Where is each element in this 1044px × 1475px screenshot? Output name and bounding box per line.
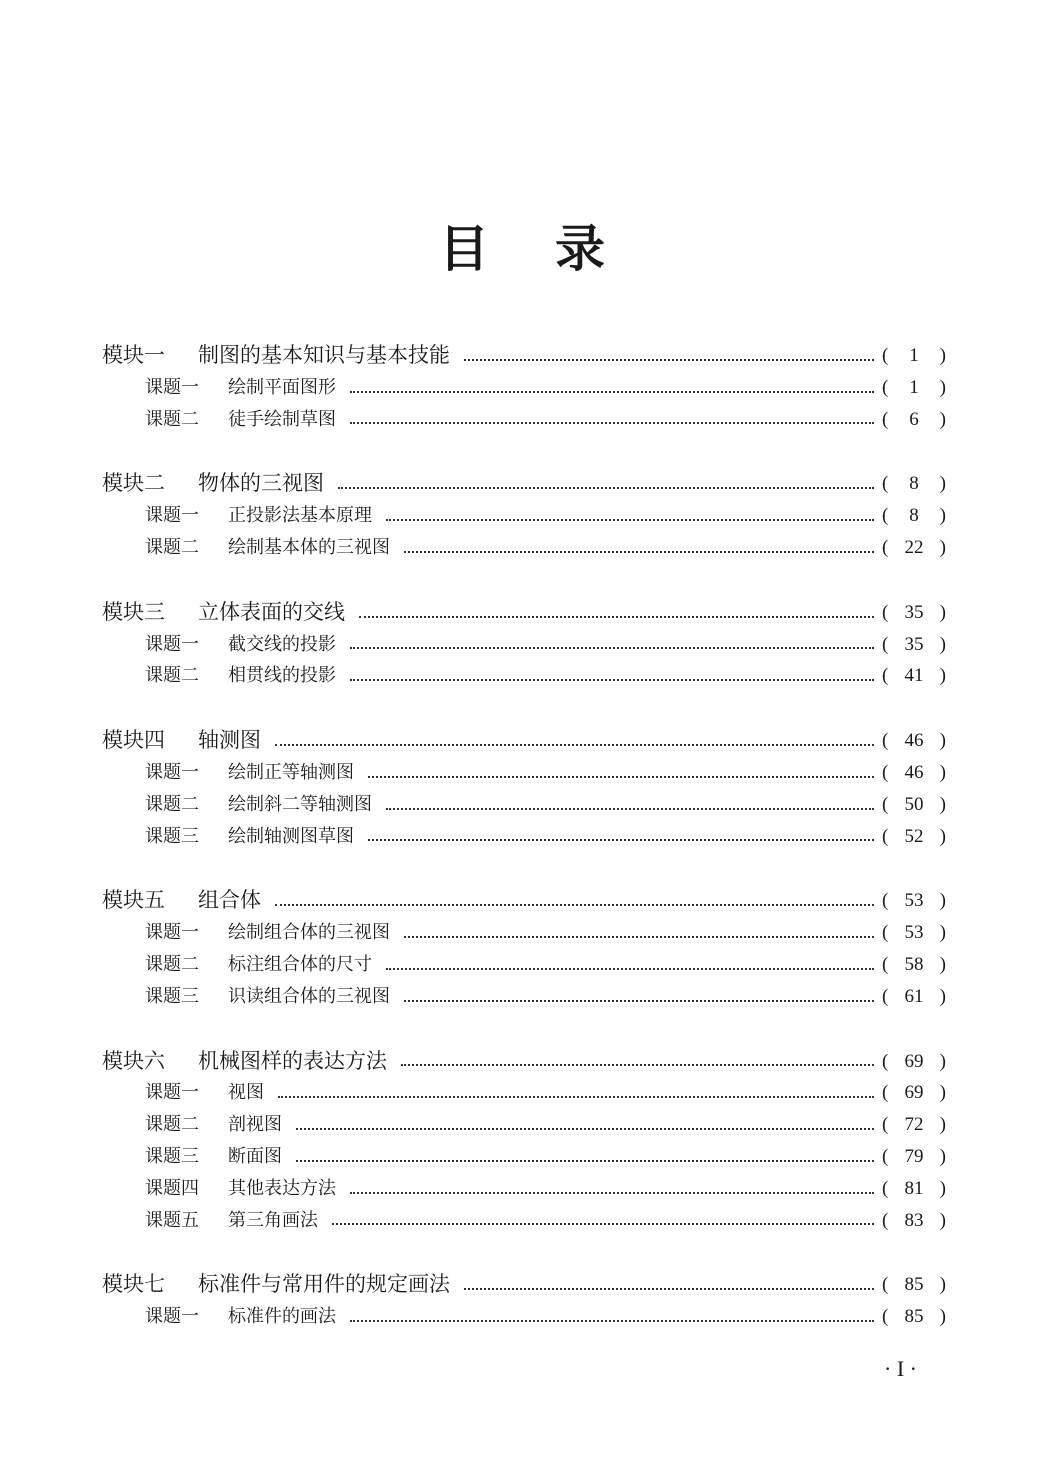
dot-leader [275, 744, 874, 746]
close-paren: ) [939, 376, 946, 398]
toc-module-entry[interactable] [0, 725, 1044, 757]
dot-leader [464, 359, 874, 361]
dot-leader [386, 968, 874, 970]
dot-leader [350, 679, 874, 681]
page-ref [882, 1269, 946, 1301]
module-code: 模块六 [102, 1048, 165, 1073]
toc-topic-entry[interactable] [0, 1205, 1044, 1237]
dot-leader [386, 808, 874, 810]
module-code: 模块一 [102, 343, 165, 367]
page-number-ref: 50 [904, 793, 924, 815]
topic-title: 剖视图 [228, 1114, 282, 1136]
toc-topic-entry[interactable] [0, 1173, 1044, 1205]
open-paren: ( [882, 536, 889, 558]
topic-code: 课题五 [145, 1209, 199, 1231]
page-ref [882, 660, 946, 692]
page-ref [882, 981, 946, 1013]
topic-code: 课题二 [145, 408, 199, 430]
open-paren: ( [882, 345, 889, 366]
toc-module-entry[interactable] [0, 468, 1044, 500]
page-ref [882, 949, 946, 981]
close-paren: ) [939, 1177, 946, 1199]
topic-code: 课题一 [145, 376, 199, 398]
page-number-ref: 22 [904, 536, 924, 558]
close-paren: ) [939, 1082, 946, 1104]
topic-code: 课题二 [145, 1114, 199, 1136]
topic-title: 绘制斜二等轴测图 [228, 793, 372, 815]
toc-topic-entry[interactable] [0, 372, 1044, 404]
close-paren: ) [939, 1306, 946, 1328]
title-char-1: 目 [439, 220, 555, 278]
page-number-ref: 46 [904, 730, 924, 752]
title-char-2: 录 [555, 220, 671, 278]
close-paren: ) [939, 473, 946, 495]
table-of-contents [0, 340, 1044, 1366]
open-paren: ( [882, 890, 889, 912]
page-number-ref: 85 [904, 1274, 924, 1296]
page-number-ref: 35 [904, 601, 924, 623]
page-number: · I · [884, 1356, 917, 1381]
toc-topic-entry[interactable] [0, 821, 1044, 853]
toc-module-block [0, 1269, 1044, 1333]
topic-title: 正投影法基本原理 [228, 505, 372, 527]
module-title: 机械图样的表达方法 [198, 1048, 387, 1073]
topic-code: 课题一 [145, 922, 199, 944]
close-paren: ) [939, 825, 946, 847]
topic-code: 课题二 [145, 665, 199, 687]
topic-title: 绘制平面图形 [228, 376, 336, 398]
topic-code: 课题一 [145, 1306, 199, 1328]
toc-topic-entry[interactable] [0, 532, 1044, 564]
dot-leader [404, 1000, 874, 1002]
toc-topic-entry[interactable] [0, 789, 1044, 821]
toc-module-block [0, 340, 1044, 435]
close-paren: ) [939, 730, 946, 752]
page-number-ref: 1 [909, 345, 919, 366]
page-number-ref: 6 [909, 408, 919, 430]
page-ref [882, 1046, 946, 1078]
close-paren: ) [939, 345, 946, 366]
dot-leader [401, 1064, 874, 1066]
toc-topic-entry[interactable] [0, 1141, 1044, 1173]
page-ref [882, 340, 946, 372]
page-ref [882, 532, 946, 564]
close-paren: ) [939, 1145, 946, 1167]
page-number-ref: 46 [904, 761, 924, 783]
toc-module-block [0, 725, 1044, 852]
page-number-ref: 8 [909, 505, 919, 527]
topic-title: 其他表达方法 [228, 1177, 336, 1199]
toc-topic-entry[interactable] [0, 917, 1044, 949]
module-code: 模块七 [102, 1272, 165, 1297]
topic-title: 绘制正等轴测图 [228, 761, 354, 783]
open-paren: ( [882, 761, 889, 783]
module-title: 轴测图 [198, 728, 261, 753]
topic-code: 课题三 [145, 825, 199, 847]
dot-leader [296, 1160, 874, 1162]
open-paren: ( [882, 953, 889, 975]
dot-leader [386, 519, 874, 521]
dot-leader [275, 904, 874, 906]
page-ref [882, 1077, 946, 1109]
toc-module-block [0, 885, 1044, 1012]
toc-topic-entry[interactable] [0, 500, 1044, 532]
topic-code: 课题一 [145, 1082, 199, 1104]
page-number-ref: 81 [904, 1177, 924, 1199]
module-title: 组合体 [198, 888, 261, 913]
open-paren: ( [882, 1082, 889, 1104]
toc-module-block [0, 468, 1044, 563]
open-paren: ( [882, 922, 889, 944]
topic-title: 绘制轴测图草图 [228, 825, 354, 847]
open-paren: ( [882, 1145, 889, 1167]
module-code: 模块四 [102, 728, 165, 753]
open-paren: ( [882, 601, 889, 623]
module-title: 立体表面的交线 [198, 599, 345, 624]
topic-title: 第三角画法 [228, 1209, 318, 1231]
open-paren: ( [882, 665, 889, 687]
open-paren: ( [882, 376, 889, 398]
close-paren: ) [939, 1274, 946, 1296]
topic-code: 课题一 [145, 633, 199, 655]
dot-leader [350, 647, 874, 649]
open-paren: ( [882, 825, 889, 847]
topic-code: 课题四 [145, 1177, 199, 1199]
open-paren: ( [882, 473, 889, 495]
close-paren: ) [939, 408, 946, 430]
toc-module-entry[interactable] [0, 1269, 1044, 1301]
open-paren: ( [882, 1209, 889, 1231]
close-paren: ) [939, 890, 946, 912]
topic-title: 视图 [228, 1082, 264, 1104]
dot-leader [350, 422, 874, 424]
page-number-ref: 52 [904, 825, 924, 847]
module-title: 制图的基本知识与基本技能 [198, 343, 450, 367]
close-paren: ) [939, 665, 946, 687]
dot-leader [404, 551, 874, 553]
page-number-ref: 79 [904, 1145, 924, 1167]
topic-title: 截交线的投影 [228, 633, 336, 655]
toc-topic-entry[interactable] [0, 949, 1044, 981]
open-paren: ( [882, 633, 889, 655]
toc-module-block [0, 1046, 1044, 1237]
topic-title: 标注组合体的尺寸 [228, 953, 372, 975]
module-code: 模块五 [102, 888, 165, 913]
topic-title: 相贯线的投影 [228, 665, 336, 687]
topic-code: 课题二 [145, 536, 199, 558]
topic-title: 标准件的画法 [228, 1306, 336, 1328]
page-ref [882, 917, 946, 949]
page-ref [882, 885, 946, 917]
page-ref [882, 1301, 946, 1333]
page-number-ref: 83 [904, 1209, 924, 1231]
topic-title: 断面图 [228, 1145, 282, 1167]
page-ref [882, 789, 946, 821]
toc-topic-entry[interactable] [0, 1301, 1044, 1333]
open-paren: ( [882, 1114, 889, 1136]
topic-code: 课题一 [145, 761, 199, 783]
page-number-ref: 72 [904, 1114, 924, 1136]
page-number-ref: 8 [909, 473, 919, 495]
dot-leader [350, 1192, 874, 1194]
dot-leader [338, 487, 874, 489]
page-number-ref: 53 [904, 890, 924, 912]
module-title: 物体的三视图 [198, 471, 324, 496]
toc-topic-entry[interactable] [0, 757, 1044, 789]
page-ref [882, 500, 946, 532]
page-number-ref: 69 [904, 1082, 924, 1104]
close-paren: ) [939, 536, 946, 558]
toc-topic-entry[interactable] [0, 981, 1044, 1013]
close-paren: ) [939, 1209, 946, 1231]
module-title: 标准件与常用件的规定画法 [198, 1272, 450, 1297]
toc-topic-entry[interactable] [0, 1109, 1044, 1141]
close-paren: ) [939, 953, 946, 975]
topic-title: 绘制基本体的三视图 [228, 536, 390, 558]
module-code: 模块三 [102, 599, 165, 624]
page-ref [882, 372, 946, 404]
close-paren: ) [939, 922, 946, 944]
page-number-ref: 58 [904, 953, 924, 975]
page-ref [882, 629, 946, 661]
open-paren: ( [882, 1306, 889, 1328]
close-paren: ) [939, 505, 946, 527]
toc-module-entry[interactable] [0, 597, 1044, 629]
toc-module-entry[interactable] [0, 885, 1044, 917]
toc-topic-entry[interactable] [0, 1077, 1044, 1109]
page-number-ref: 61 [904, 985, 924, 1007]
close-paren: ) [939, 761, 946, 783]
close-paren: ) [939, 1114, 946, 1136]
page-ref [882, 597, 946, 629]
toc-module-entry[interactable] [0, 1046, 1044, 1078]
dot-leader [368, 839, 874, 841]
toc-topic-entry[interactable] [0, 660, 1044, 692]
dot-leader [332, 1223, 874, 1225]
toc-topic-entry[interactable] [0, 629, 1044, 661]
open-paren: ( [882, 1274, 889, 1296]
dot-leader [464, 1288, 874, 1290]
dot-leader [368, 776, 874, 778]
toc-module-entry[interactable] [0, 340, 1044, 372]
close-paren: ) [939, 793, 946, 815]
page-number-ref: 1 [909, 376, 919, 398]
dot-leader [404, 936, 874, 938]
close-paren: ) [939, 985, 946, 1007]
topic-code: 课题二 [145, 953, 199, 975]
page-ref [882, 404, 946, 436]
open-paren: ( [882, 1177, 889, 1199]
dot-leader [278, 1096, 874, 1098]
toc-module-block [0, 597, 1044, 692]
page-ref [882, 468, 946, 500]
topic-code: 课题二 [145, 793, 199, 815]
page-number-ref: 41 [904, 665, 924, 687]
open-paren: ( [882, 730, 889, 752]
page-ref [882, 1205, 946, 1237]
open-paren: ( [882, 408, 889, 430]
dot-leader [359, 616, 874, 618]
topic-title: 识读组合体的三视图 [228, 985, 390, 1007]
topic-code: 课题三 [145, 1145, 199, 1167]
dot-leader [296, 1128, 874, 1130]
open-paren: ( [882, 1050, 889, 1072]
topic-title: 徒手绘制草图 [228, 408, 336, 430]
page-number-ref: 35 [904, 633, 924, 655]
page-ref [882, 725, 946, 757]
open-paren: ( [882, 793, 889, 815]
topic-title: 绘制组合体的三视图 [228, 922, 390, 944]
page-number-ref: 85 [904, 1306, 924, 1328]
dot-leader [350, 1320, 874, 1322]
topic-code: 课题一 [145, 505, 199, 527]
close-paren: ) [939, 601, 946, 623]
page-ref [882, 757, 946, 789]
topic-code: 课题三 [145, 985, 199, 1007]
open-paren: ( [882, 505, 889, 527]
close-paren: ) [939, 1050, 946, 1072]
page-ref [882, 1173, 946, 1205]
page-number-ref: 69 [904, 1050, 924, 1072]
page-ref [882, 821, 946, 853]
dot-leader [350, 391, 874, 393]
page-number-ref: 53 [904, 922, 924, 944]
page-ref [882, 1141, 946, 1173]
module-code: 模块二 [102, 471, 165, 496]
toc-topic-entry[interactable] [0, 404, 1044, 436]
page-title [0, 218, 1044, 280]
page-ref [882, 1109, 946, 1141]
open-paren: ( [882, 985, 889, 1007]
close-paren: ) [939, 633, 946, 655]
